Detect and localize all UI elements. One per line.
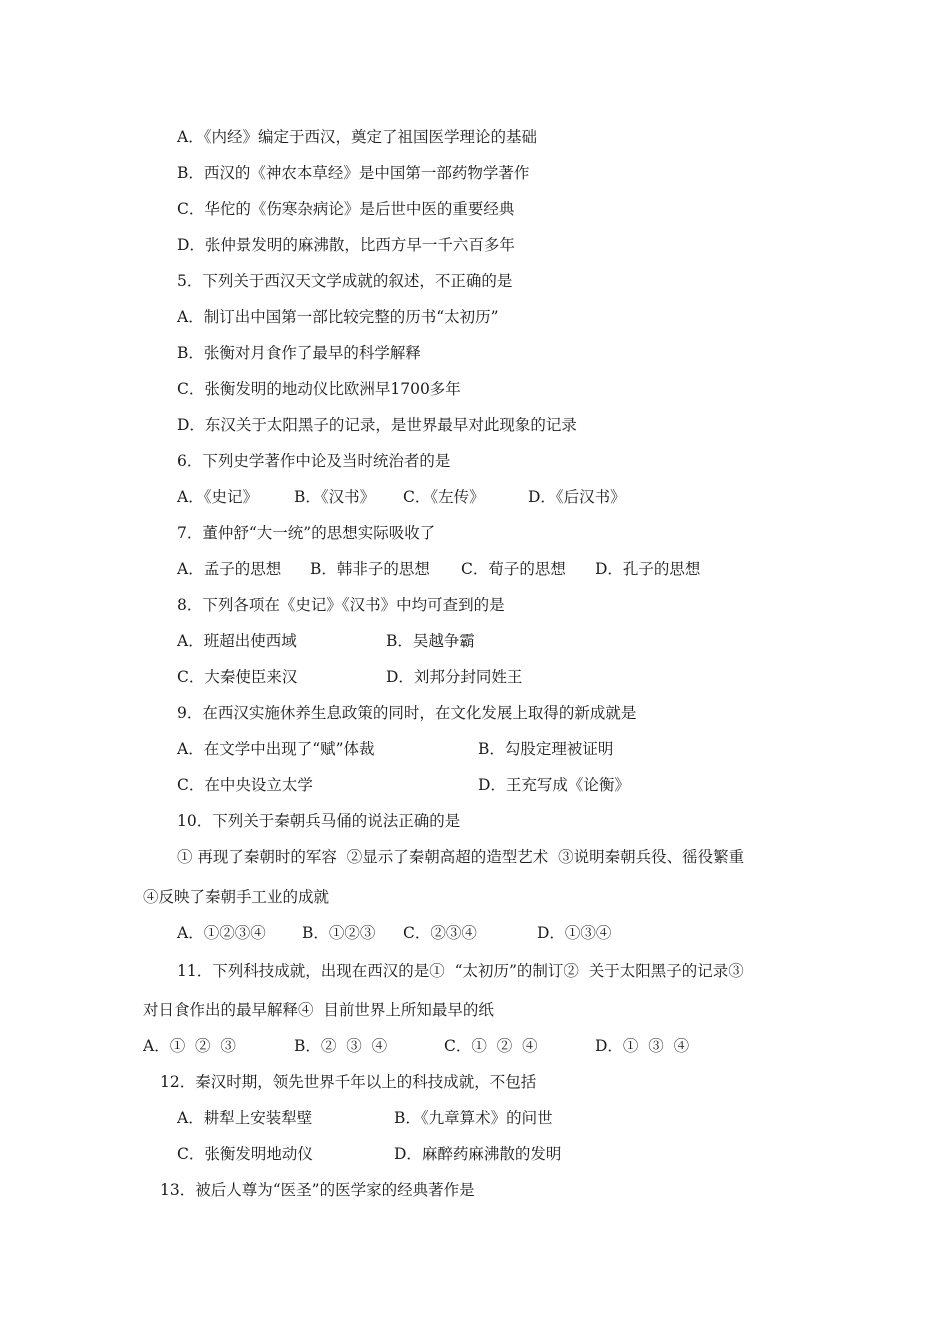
q10-items-line2: ④反映了秦朝手工业的成就 (143, 888, 330, 906)
q4-option-a: A．《内经》编定于西汉，奠定了祖国医学理论的基础 (177, 128, 537, 146)
q7-option-c: C．荀子的思想 (461, 560, 566, 578)
q12-option-b: B．《九章算术》的问世 (394, 1109, 553, 1127)
q10-option-c: C．②③④ (403, 924, 477, 942)
q4-option-c: C．华佗的《伤寒杂病论》是后世中医的重要经典 (177, 200, 515, 218)
q5-stem: 5．下列关于西汉天文学成就的叙述，不正确的是 (177, 272, 513, 290)
q12-option-c: C．张衡发明地动仪 (177, 1145, 313, 1163)
q10-option-a: A．①②③④ (177, 924, 266, 942)
q6-option-a: A．《史记》 (177, 488, 258, 506)
q9-stem: 9．在西汉实施休养生息政策的同时，在文化发展上取得的新成就是 (177, 704, 637, 722)
q12-option-d: D．麻醉药麻沸散的发明 (394, 1145, 562, 1163)
q5-option-b: B．张衡对月食作了最早的科学解释 (177, 344, 421, 362)
q11-option-c: C．① ② ④ (444, 1037, 538, 1055)
q11-option-a: A．① ② ③ (143, 1037, 236, 1055)
q8-option-b: B．吴越争霸 (386, 632, 475, 650)
q12-stem: 12．秦汉时期，领先世界千年以上的科技成就，不包括 (160, 1073, 537, 1091)
q8-option-c: C．大秦使臣来汉 (177, 668, 298, 686)
q13-stem: 13．被后人尊为“医圣”的医学家的经典著作是 (160, 1181, 475, 1199)
q7-option-a: A．孟子的思想 (177, 560, 282, 578)
q11-stem-line1: 11．下列科技成就，出现在西汉的是① “太初历”的制订② 关于太阳黑子的记录③ (177, 962, 744, 980)
q9-option-d: D．王充写成《论衡》 (478, 776, 630, 794)
q11-stem-line2: 对日食作出的最早解释④ 目前世界上所知最早的纸 (143, 1001, 494, 1019)
q9-option-a: A．在文学中出现了“赋”体裁 (177, 740, 375, 758)
q6-stem: 6．下列史学著作中论及当时统治者的是 (177, 452, 451, 470)
q8-stem: 8．下列各项在《史记》《汉书》中均可查到的是 (177, 596, 505, 614)
q7-option-b: B．韩非子的思想 (310, 560, 430, 578)
q5-option-d: D．东汉关于太阳黑子的记录，是世界最早对此现象的记录 (177, 416, 577, 434)
q11-option-b: B．② ③ ④ (294, 1037, 388, 1055)
q12-option-a: A．耕犁上安装犁壁 (177, 1109, 313, 1127)
q11-option-d: D．① ③ ④ (595, 1037, 690, 1055)
q8-option-a: A．班超出使西域 (177, 632, 297, 650)
q10-stem: 10．下列关于秦朝兵马俑的说法正确的是 (177, 812, 461, 830)
q10-option-d: D．①③④ (537, 924, 612, 942)
q8-option-d: D．刘邦分封同姓王 (386, 668, 523, 686)
q6-option-c: C．《左传》 (403, 488, 485, 506)
q7-stem: 7．董仲舒“大一统”的思想实际吸收了 (177, 524, 436, 542)
q9-option-b: B．勾股定理被证明 (478, 740, 614, 758)
q5-option-c: C．张衡发明的地动仪比欧洲早1700多年 (177, 380, 461, 398)
q6-option-b: B．《汉书》 (294, 488, 376, 506)
q7-option-d: D．孔子的思想 (595, 560, 701, 578)
q4-option-b: B．西汉的《神农本草经》是中国第一部药物学著作 (177, 164, 530, 182)
q10-items-line1: ① 再现了秦朝时的军容 ②显示了秦朝高超的造型艺术 ③说明秦朝兵役、徭役繁重 (177, 848, 745, 866)
q4-option-d: D．张仲景发明的麻沸散，比西方早一千六百多年 (177, 236, 515, 254)
q5-option-a: A．制订出中国第一部比较完整的历书“太初历” (177, 308, 499, 326)
q10-option-b: B．①②③ (302, 924, 376, 942)
q9-option-c: C．在中央设立太学 (177, 776, 313, 794)
q6-option-d: D．《后汉书》 (528, 488, 626, 506)
